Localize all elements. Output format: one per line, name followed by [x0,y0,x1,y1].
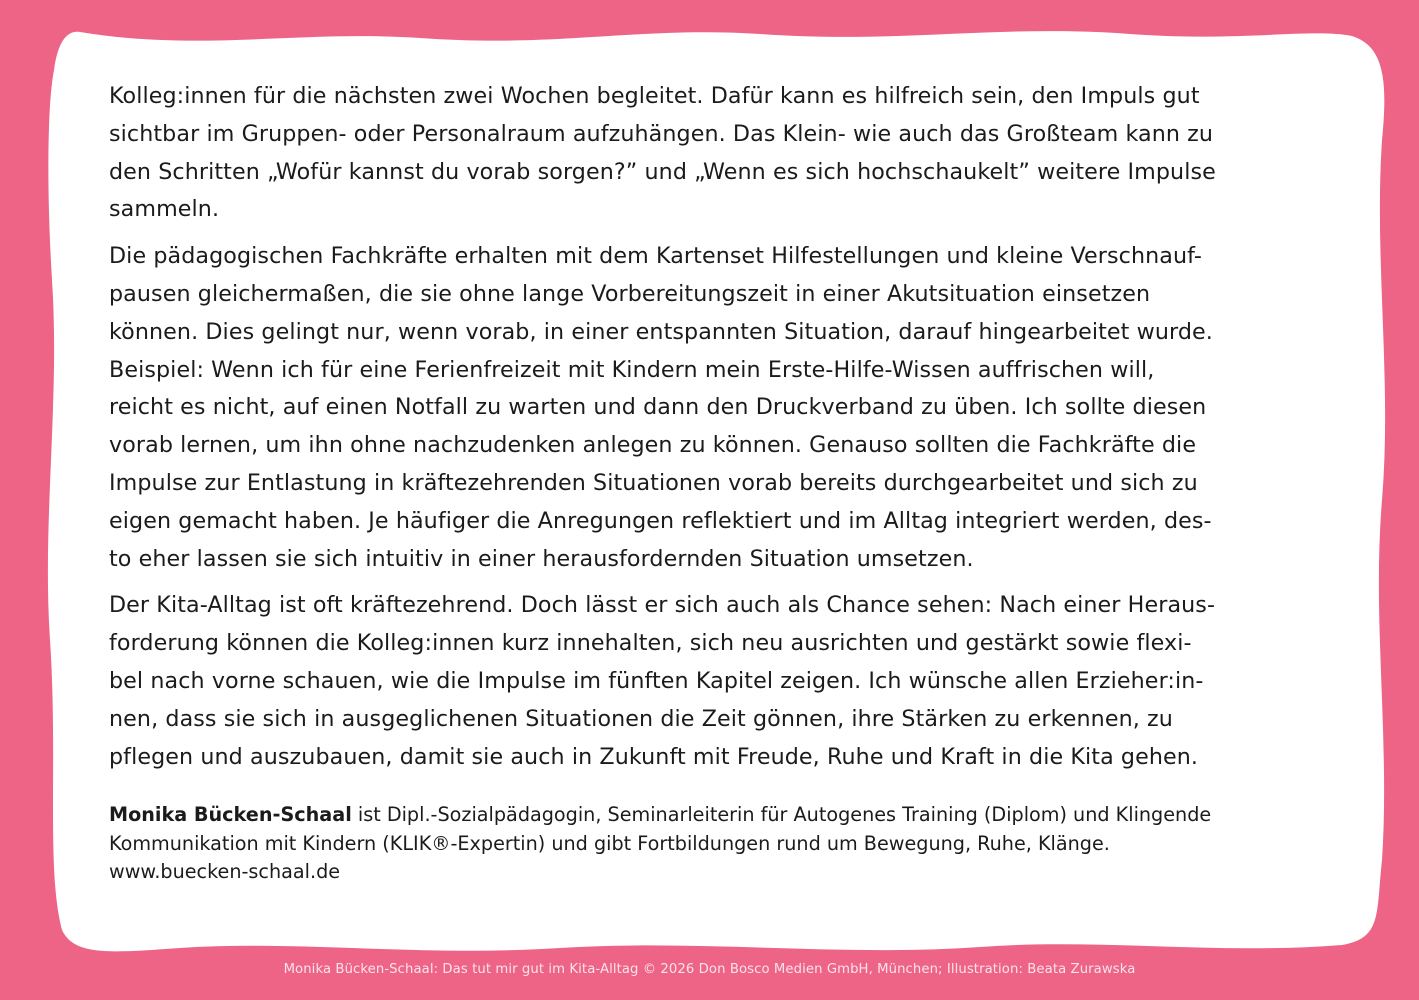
bio-text: ist Dipl.-Sozialpädagogin, Seminarleiterin für Autogenes Training (Diplom) und Klingende [351,803,1212,827]
paragraph-1 [109,78,1324,229]
text-line: können. Dies gelingt nur, wenn vorab, in einer entspannten Situation, darauf hingearbeitet wurde. [109,318,1213,345]
text-line: nen, dass sie sich in ausgeglichenen Situationen die Zeit gönnen, ihre Stärken zu erkennen, zu [109,705,1173,732]
text-line: den Schritten „Wofür kannst du vorab sorgen?” und „Wenn es sich hochschaukelt” weitere Impulse [109,158,1216,185]
text-line: reicht es nicht, auf einen Notfall zu warten und dann den Druckverband zu üben. Ich sollte diesen [109,394,1207,421]
text-line: bel nach vorne schauen, wie die Impulse im fünften Kapitel zeigen. Ich wünsche allen Erzieher:in- [109,667,1204,694]
text-line: pflegen und auszubauen, damit sie auch in Zukunft mit Freude, Ruhe und Kraft in die Kita gehen. [109,743,1199,770]
text-line: forderung können die Kolleg:innen kurz innehalten, sich neu ausrichten und gestärkt sowie flexi- [109,630,1192,657]
text-line: pausen gleichermaßen, die sie ohne lange Vorbereitungszeit in einer Akutsituation einsetzen [109,280,1151,307]
author-bio [109,801,1324,887]
text-line: eigen gemacht haben. Je häufiger die Anregungen reflektiert und im Alltag integriert werden, des- [109,507,1212,534]
author-name: Monika Bücken-Schaal [109,803,352,827]
paragraph-3 [109,587,1324,776]
text-line: sichtbar im Gruppen- oder Personalraum aufzuhängen. Das Klein- wie auch das Großteam kann zu [109,120,1214,147]
text-line: Kolleg:innen für die nächsten zwei Wochen begleitet. Dafür kann es hilfreich sein, den Impuls gut [109,83,1200,109]
copyright-footer: Monika Bücken-Schaal: Das tut mir gut im Kita-Alltag © 2026 Don Bosco Medien GmbH, München; Illustration: Beata Zurawska [283,962,1136,977]
main-text [109,78,1324,887]
text-line: sammeln. [109,196,220,223]
text-line: Beispiel: Wenn ich für eine Ferienfreizeit mit Kindern mein Erste-Hilfe-Wissen auffrischen will, [109,356,1155,383]
text-line: to eher lassen sie sich intuitiv in einer herausfordernden Situation umsetzen. [109,545,974,572]
text-line: Der Kita-Alltag ist oft kräftezehrend. Doch lässt er sich auch als Chance sehen: Nach einer Heraus- [109,592,1216,619]
paragraph-2 [109,238,1324,578]
bio-line: Kommunikation mit Kindern (KLIK®-Expertin) und gibt Fortbildungen rund um Bewegung, Ruhe, Klänge. [109,831,1110,855]
text-line: vorab lernen, um ihn ohne nachzudenken anlegen zu können. Genauso sollten die Fachkräfte die [109,432,1197,459]
bio-line [109,801,1324,830]
text-line: Impulse zur Entlastung in kräftezehrenden Situationen vorab bereits durchgearbeitet und sich zu [109,469,1198,496]
author-website: www.buecken-schaal.de [109,860,341,884]
text-line: Die pädagogischen Fachkräfte erhalten mit dem Kartenset Hilfestellungen und kleine Verschnauf- [109,243,1202,270]
